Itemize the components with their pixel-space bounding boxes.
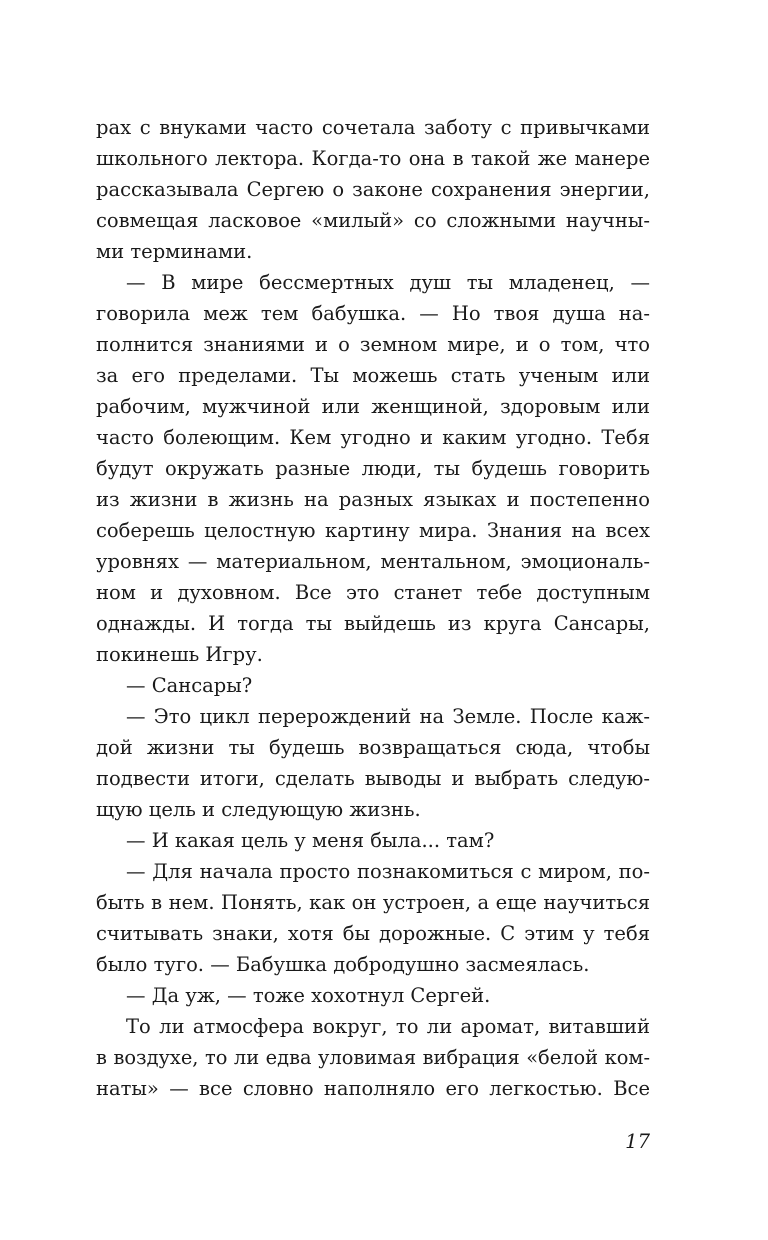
text-line: покинешь Игру. — [96, 643, 263, 666]
text-line: уровнях — материальном, ментальном, эмоциональ- — [96, 550, 650, 573]
text-line: То ли атмосфера вокруг, то ли аромат, витавший — [126, 1015, 650, 1038]
text-line: — Сансары? — [126, 674, 253, 697]
text-line: рабочим, мужчиной или женщиной, здоровым или — [96, 395, 650, 418]
text-line: быть в нем. Понять, как он устроен, а еще научиться — [96, 891, 650, 914]
text-line: щую цель и следующую жизнь. — [96, 798, 421, 821]
text-line: говорила меж тем бабушка. — Но твоя душа на- — [96, 302, 650, 325]
text-line: рах с внуками часто сочетала заботу с привычками — [96, 116, 650, 139]
text-line: считывать знаки, хотя бы дорожные. С этим у тебя — [96, 922, 650, 945]
text-line: будут окружать разные люди, ты будешь говорить — [96, 457, 650, 480]
text-line: полнится знаниями и о земном мире, и о том, что — [96, 333, 650, 356]
text-line: — В мире бессмертных душ ты младенец, — — [126, 271, 650, 294]
text-line: было туго. — Бабушка добродушно засмеялась. — [96, 953, 590, 976]
text-line: часто болеющим. Кем угодно и каким угодно. Тебя — [96, 426, 650, 449]
text-line: подвести итоги, сделать выводы и выбрать следую- — [96, 767, 650, 790]
text-line: за его пределами. Ты можешь стать ученым или — [96, 364, 650, 387]
text-line: — Для начала просто познакомиться с миром, по- — [126, 860, 650, 883]
body-text — [96, 112, 650, 1104]
text-line: совмещая ласковое «милый» со сложными научны- — [96, 209, 650, 232]
text-line: из жизни в жизнь на разных языках и постепенно — [96, 488, 650, 511]
page-number: 17 — [625, 1130, 650, 1153]
text-line: — Да уж, — тоже хохотнул Сергей. — [126, 984, 491, 1007]
text-line: рассказывала Сергею о законе сохранения энергии, — [96, 178, 650, 201]
text-line: однажды. И тогда ты выйдешь из круга Сансары, — [96, 612, 650, 635]
text-line: ном и духовном. Все это станет тебе доступным — [96, 581, 650, 604]
text-line: — И какая цель у меня была... там? — [126, 829, 495, 852]
text-line: ми терминами. — [96, 240, 253, 263]
text-line: — Это цикл перерождений на Земле. После каж- — [126, 705, 650, 728]
text-line: наты» — все словно наполняло его легкостью. Все — [96, 1077, 650, 1100]
text-line: соберешь целостную картину мира. Знания на всех — [96, 519, 650, 542]
text-line: школьного лектора. Когда-то она в такой же манере — [96, 147, 650, 170]
text-line: в воздухе, то ли едва уловимая вибрация «белой ком- — [96, 1046, 650, 1069]
text-line: дой жизни ты будешь возвращаться сюда, чтобы — [96, 736, 650, 759]
